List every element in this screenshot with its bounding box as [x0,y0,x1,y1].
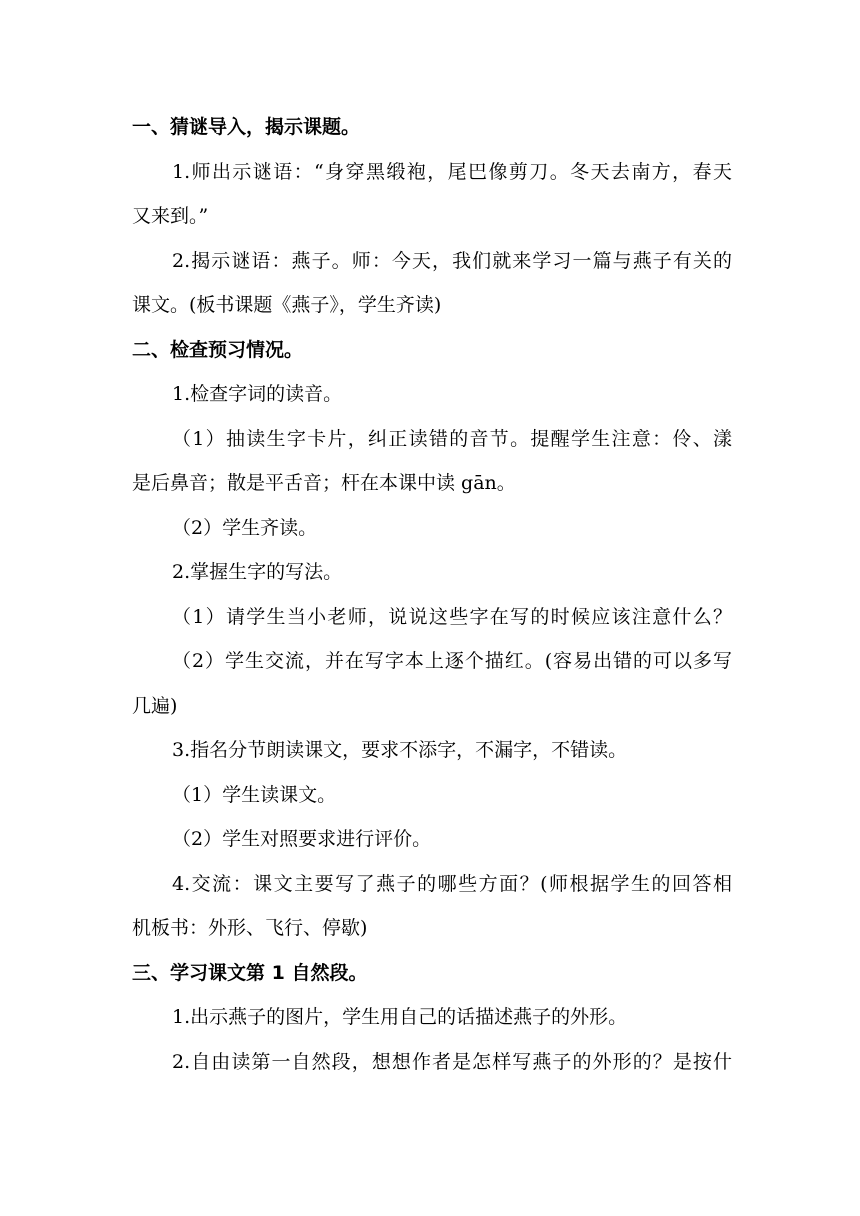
paragraph-line: 1.检查字词的读音。 [172,383,343,405]
paragraph-line: 4.交流：课文主要写了燕子的哪些方面？(师根据学生的回答相 [172,872,732,895]
paragraph-line: 几遍) [132,694,178,717]
paragraph-line: 2.自由读第一自然段，想想作者是怎样写燕子的外形的？是按什 [172,1050,732,1073]
paragraph-line: 1.师出示谜语：“身穿黑缎袍，尾巴像剪刀。冬天去南方，春天 [172,160,732,183]
paragraph-line: 2.揭示谜语：燕子。师：今天，我们就来学习一篇与燕子有关的 [172,249,732,272]
section-heading: 二、检查预习情况。 [132,338,304,361]
section-heading: 三、学习课文第 1 自然段。 [132,961,368,984]
paragraph-line: （2）学生齐读。 [172,516,318,539]
paragraph-line: （1）请学生当小老师，说说这些字在写的时候应该注意什么？ [172,605,732,628]
paragraph-line: （2）学生对照要求进行评价。 [172,828,432,850]
paragraph-line: 机板书：外形、飞行、停歇) [132,917,368,939]
paragraph-line: 3.指名分节朗读课文，要求不添字，不漏字，不错读。 [172,739,628,761]
paragraph-line: 又来到。” [132,205,209,227]
paragraph-line: （2）学生交流，并在写字本上逐个描红。(容易出错的可以多写 [172,650,732,672]
paragraph-line: 课文。(板书课题《燕子》，学生齐读) [132,294,442,316]
paragraph-line: （1）学生读课文。 [172,783,337,806]
paragraph-line: 是后鼻音；散是平舌音；杆在本课中读 gān。 [132,472,516,494]
paragraph-line: 1.出示燕子的图片，学生用自己的话描述燕子的外形。 [172,1006,628,1028]
section-heading: 一、猜谜导入，揭示课题。 [132,116,361,138]
paragraph-line: （1）抽读生字卡片，纠正读错的音节。提醒学生注意：伶、漾 [172,427,732,450]
paragraph-line: 2.掌握生字的写法。 [172,561,343,583]
